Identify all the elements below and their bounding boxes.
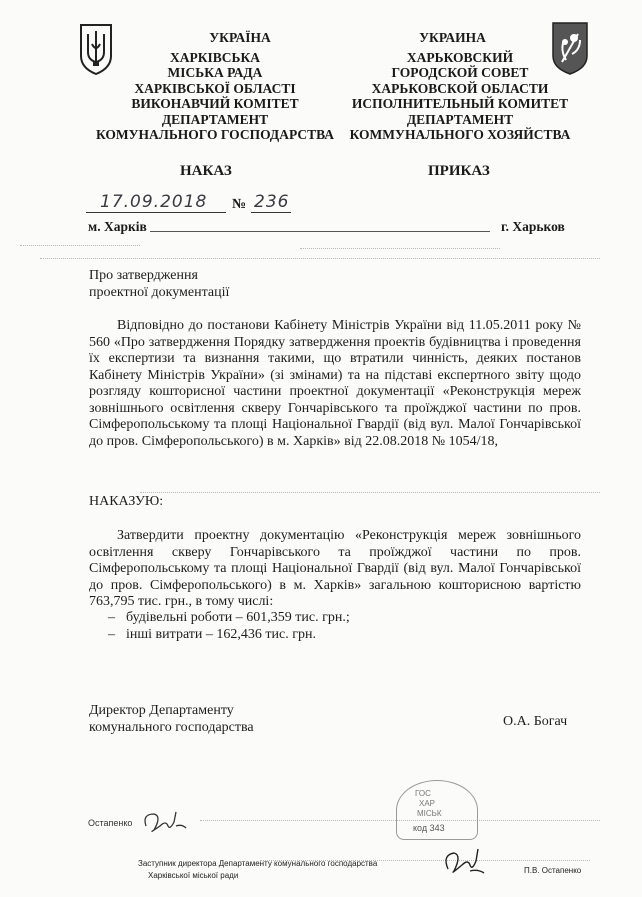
order-paragraph: Затвердити проектну документацію «Реконструкція мереж зовнішнього освітлення скверу Гончарівського та проїжджої частини по пров. Сімферопольському та площі Національної Гвардії (від вул. Малої Гончарівської до пров. Сімферопольського) в м. Харків» загальною кошторисною вартістю 763,795 тис. грн., в тому числі: bbox=[89, 528, 581, 609]
scan-noise bbox=[300, 248, 500, 249]
position-line: Директор Департаменту bbox=[89, 703, 234, 718]
approval-line: Харківської міської ради bbox=[148, 871, 239, 880]
scan-noise bbox=[140, 492, 600, 493]
left-header-line: ХАРКІВСЬКА bbox=[169, 49, 260, 65]
scan-noise bbox=[20, 245, 140, 246]
signatory-name: О.А. Богач bbox=[503, 714, 568, 729]
city-line bbox=[150, 231, 490, 232]
right-header-line: КОММУНАЛЬНОГО ХОЗЯЙСТВА bbox=[349, 127, 571, 142]
left-header-line: МІСЬКА РАДА bbox=[167, 65, 263, 80]
executor-name: Остапенко bbox=[88, 818, 133, 828]
list-item: – будівельні роботи – 601,359 тис. грн.; bbox=[108, 610, 350, 625]
subject-line: Про затвердження bbox=[89, 268, 198, 283]
approval-note bbox=[138, 858, 377, 882]
order-word: НАКАЗУЮ: bbox=[89, 494, 164, 509]
cost-list bbox=[108, 610, 350, 643]
left-header-line: ВИКОНАВЧИЙ КОМІТЕТ bbox=[131, 96, 299, 111]
left-header-line: ХАРКІВСЬКОЇ ОБЛАСТІ bbox=[134, 80, 296, 96]
scan-noise bbox=[40, 258, 600, 259]
number-underline bbox=[251, 212, 291, 213]
list-item: – інші витрати – 162,436 тис. грн. bbox=[108, 626, 316, 642]
left-header-line: КОМУНАЛЬНОГО ГОСПОДАРСТВА bbox=[95, 127, 335, 142]
doc-type-ru: ПРИКАЗ bbox=[428, 163, 490, 179]
date-underline bbox=[86, 212, 226, 213]
subject-block bbox=[89, 268, 229, 301]
preamble-paragraph: Відповідно до постанови Кабінету Міністрів України від 11.05.2011 року № 560 «Про затвердження Порядку затвердження проектів будівництва і проведення їх експертизи та визнання такими, що втратили чинність, деяких постанов Кабінету Міністрів України» (зі змінами) та на підставі експертного звіту щодо розгляду кошторисної частини проектної документації «Реконструкція мереж зовнішнього освітлення скверу Гончарівського та проїжджої частини по пров. Сімферопольському та площі Національної Гвардії (від вул. Малої Гончарівської до пров. Сімферопольського) в м. Харків» від 22.08.2018 № 1054/18, bbox=[89, 318, 581, 449]
date-number-row bbox=[86, 190, 296, 216]
left-country: УКРАЇНА bbox=[209, 30, 271, 45]
position-line: комунального господарства bbox=[89, 719, 254, 735]
approver-signature bbox=[440, 845, 486, 884]
right-header-line: ХАРЬКОВСКОЙ ОБЛАСТИ bbox=[371, 80, 549, 96]
official-stamp: ГОС ХАР МІСЬК код 343 bbox=[396, 780, 478, 840]
signature-position bbox=[89, 703, 254, 736]
subject-line: проектної документації bbox=[89, 284, 230, 300]
right-header-line: ГОРОДСКОЙ СОВЕТ bbox=[391, 65, 529, 80]
date-handwritten: 17.09.2018 bbox=[100, 192, 208, 212]
right-country: УКРАИНА bbox=[419, 30, 486, 45]
approver-name: П.В. Остапенко bbox=[524, 866, 582, 875]
left-header-line: ДЕПАРТАМЕНТ bbox=[161, 111, 269, 127]
right-header-block bbox=[315, 30, 605, 143]
right-header-line: ХАРЬКОВСКИЙ bbox=[406, 49, 514, 65]
executor-signature bbox=[140, 808, 190, 843]
city-uk: м. Харків bbox=[88, 219, 147, 234]
city-ru: г. Харьков bbox=[501, 219, 565, 234]
approval-line: Заступник директора Департаменту комунального господарства bbox=[138, 859, 378, 868]
doc-type-uk: НАКАЗ bbox=[180, 163, 232, 179]
number-handwritten: 236 bbox=[254, 192, 290, 212]
right-header-line: ДЕПАРТАМЕНТ bbox=[406, 111, 514, 127]
right-header-line: ИСПОЛНИТЕЛЬНЫЙ КОМИТЕТ bbox=[351, 96, 569, 111]
number-label: № bbox=[232, 197, 247, 212]
